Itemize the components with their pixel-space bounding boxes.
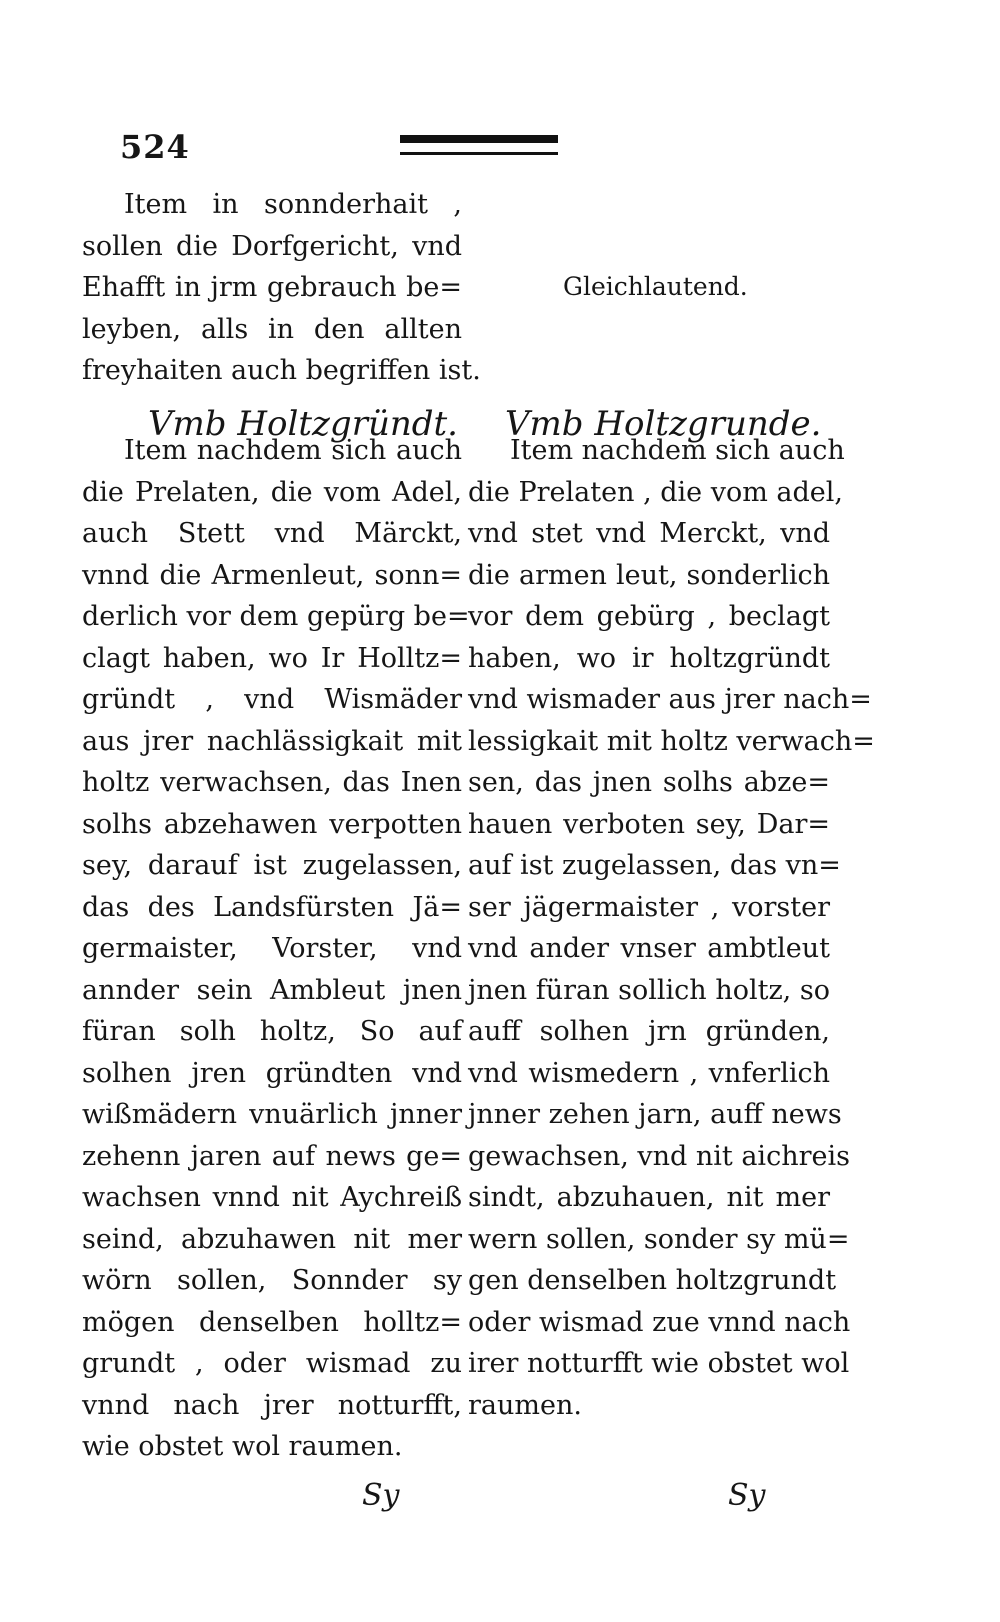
text-line: irer notturfft wie obstet wol xyxy=(468,1348,850,1379)
text-line: vnnd nach jrer notturfft, xyxy=(82,1389,462,1421)
text-line: sollen die Dorfgericht, vnd xyxy=(82,230,462,262)
text-line: clagt haben, wo Ir Holltz= xyxy=(82,642,462,674)
text-line: sindt, abzuhauen, nit mer xyxy=(468,1182,830,1213)
text-line: die armen leut, sonderlich xyxy=(468,559,830,591)
left-intro-paragraph xyxy=(82,184,481,392)
page-number: 524 xyxy=(120,128,190,166)
text-line: grundt , oder wismad zu xyxy=(82,1348,462,1379)
left-section-heading: Vmb Holtzgründt. xyxy=(148,404,458,444)
text-line: lessigkait mit holtz verwach= xyxy=(468,725,875,757)
header-rule-thick xyxy=(400,135,558,143)
text-line: wißmädern vnuärlich jnner xyxy=(82,1099,462,1130)
text-line: mögen denselben holltz= xyxy=(82,1306,462,1338)
text-line: solhs abzehawen verpotten xyxy=(82,808,462,840)
text-line: vor dem gebürg , beclagt xyxy=(468,601,830,632)
catchword-left: Sy xyxy=(362,1478,400,1513)
text-line: auch Stett vnd Märckt, xyxy=(82,518,462,549)
text-line: oder wismad zue vnnd nach xyxy=(468,1306,851,1338)
text-line: annder sein Ambleut jnen xyxy=(82,974,462,1006)
text-line: zehenn jaren auf news ge= xyxy=(82,1140,462,1172)
text-line: jnen füran sollich holtz, so xyxy=(468,974,830,1006)
text-line: auf ist zugelassen, das vn= xyxy=(468,850,841,881)
text-line: gründt , vnd Wismäder xyxy=(82,684,462,715)
text-line: holtz verwachsen, das Inen xyxy=(82,767,462,798)
right-section-heading: Vmb Holtzgrunde. xyxy=(505,404,822,444)
text-line: derlich vor dem gepürg be= xyxy=(82,601,470,632)
right-intro-note: Gleichlautend. xyxy=(563,272,748,301)
text-line: sen, das jnen solhs abze= xyxy=(468,767,830,798)
text-line: vnnd die Armenleut, sonn= xyxy=(82,559,462,591)
left-body-paragraph xyxy=(82,430,470,1468)
header-rule-thin xyxy=(400,152,558,155)
text-line: hauen verboten sey, Dar= xyxy=(468,808,830,840)
text-line: raumen. xyxy=(468,1389,582,1421)
right-body-paragraph xyxy=(468,430,875,1426)
text-line: solhen jren gründten vnd xyxy=(82,1057,462,1089)
text-line: ser jägermaister , vorster xyxy=(468,891,830,923)
text-line: füran solh holtz, So auf xyxy=(82,1016,462,1047)
text-line: wörn sollen, Sonnder sy xyxy=(82,1265,462,1296)
text-line: vnd stet vnd Merckt, vnd xyxy=(468,518,830,549)
text-line: die Prelaten, die vom Adel, xyxy=(82,476,462,508)
text-line: leyben, alls in den allten xyxy=(82,313,462,345)
text-line: Item nachdem sich auch xyxy=(510,435,845,466)
text-line: germaister, Vorster, vnd xyxy=(82,933,462,964)
catchword-right: Sy xyxy=(728,1478,766,1513)
text-line: Item in sonnderhait , xyxy=(124,189,462,220)
text-line: haben, wo ir holtzgründt xyxy=(468,642,830,674)
text-line: freyhaiten auch begriffen ist. xyxy=(82,355,481,386)
text-line: Ehafft in jrm gebrauch be= xyxy=(82,272,462,303)
text-line: die Prelaten , die vom adel, xyxy=(468,476,843,508)
text-line: wie obstet wol raumen. xyxy=(82,1431,403,1462)
text-line: gewachsen, vnd nit aichreis xyxy=(468,1140,850,1172)
text-line: aus jrer nachlässigkait mit xyxy=(82,725,462,757)
text-line: jnner zehen jarn, auff news xyxy=(468,1099,842,1130)
text-line: Item nachdem sich auch xyxy=(124,435,462,466)
text-line: das des Landsfürsten Jä= xyxy=(82,891,462,923)
text-line: vnd wismader aus jrer nach= xyxy=(468,684,872,715)
text-line: vnd wismedern , vnferlich xyxy=(468,1057,830,1089)
text-line: auff solhen jrn gründen, xyxy=(468,1016,830,1047)
text-line: sey, darauf ist zugelassen, xyxy=(82,850,462,881)
text-line: seind, abzuhawen nit mer xyxy=(82,1223,462,1255)
text-line: gen denselben holtzgrundt xyxy=(468,1265,837,1296)
text-line: wern sollen, sonder sy mü= xyxy=(468,1223,850,1255)
text-line: vnd ander vnser ambtleut xyxy=(468,933,830,964)
text-line: wachsen vnnd nit Aychreiß xyxy=(82,1182,462,1213)
